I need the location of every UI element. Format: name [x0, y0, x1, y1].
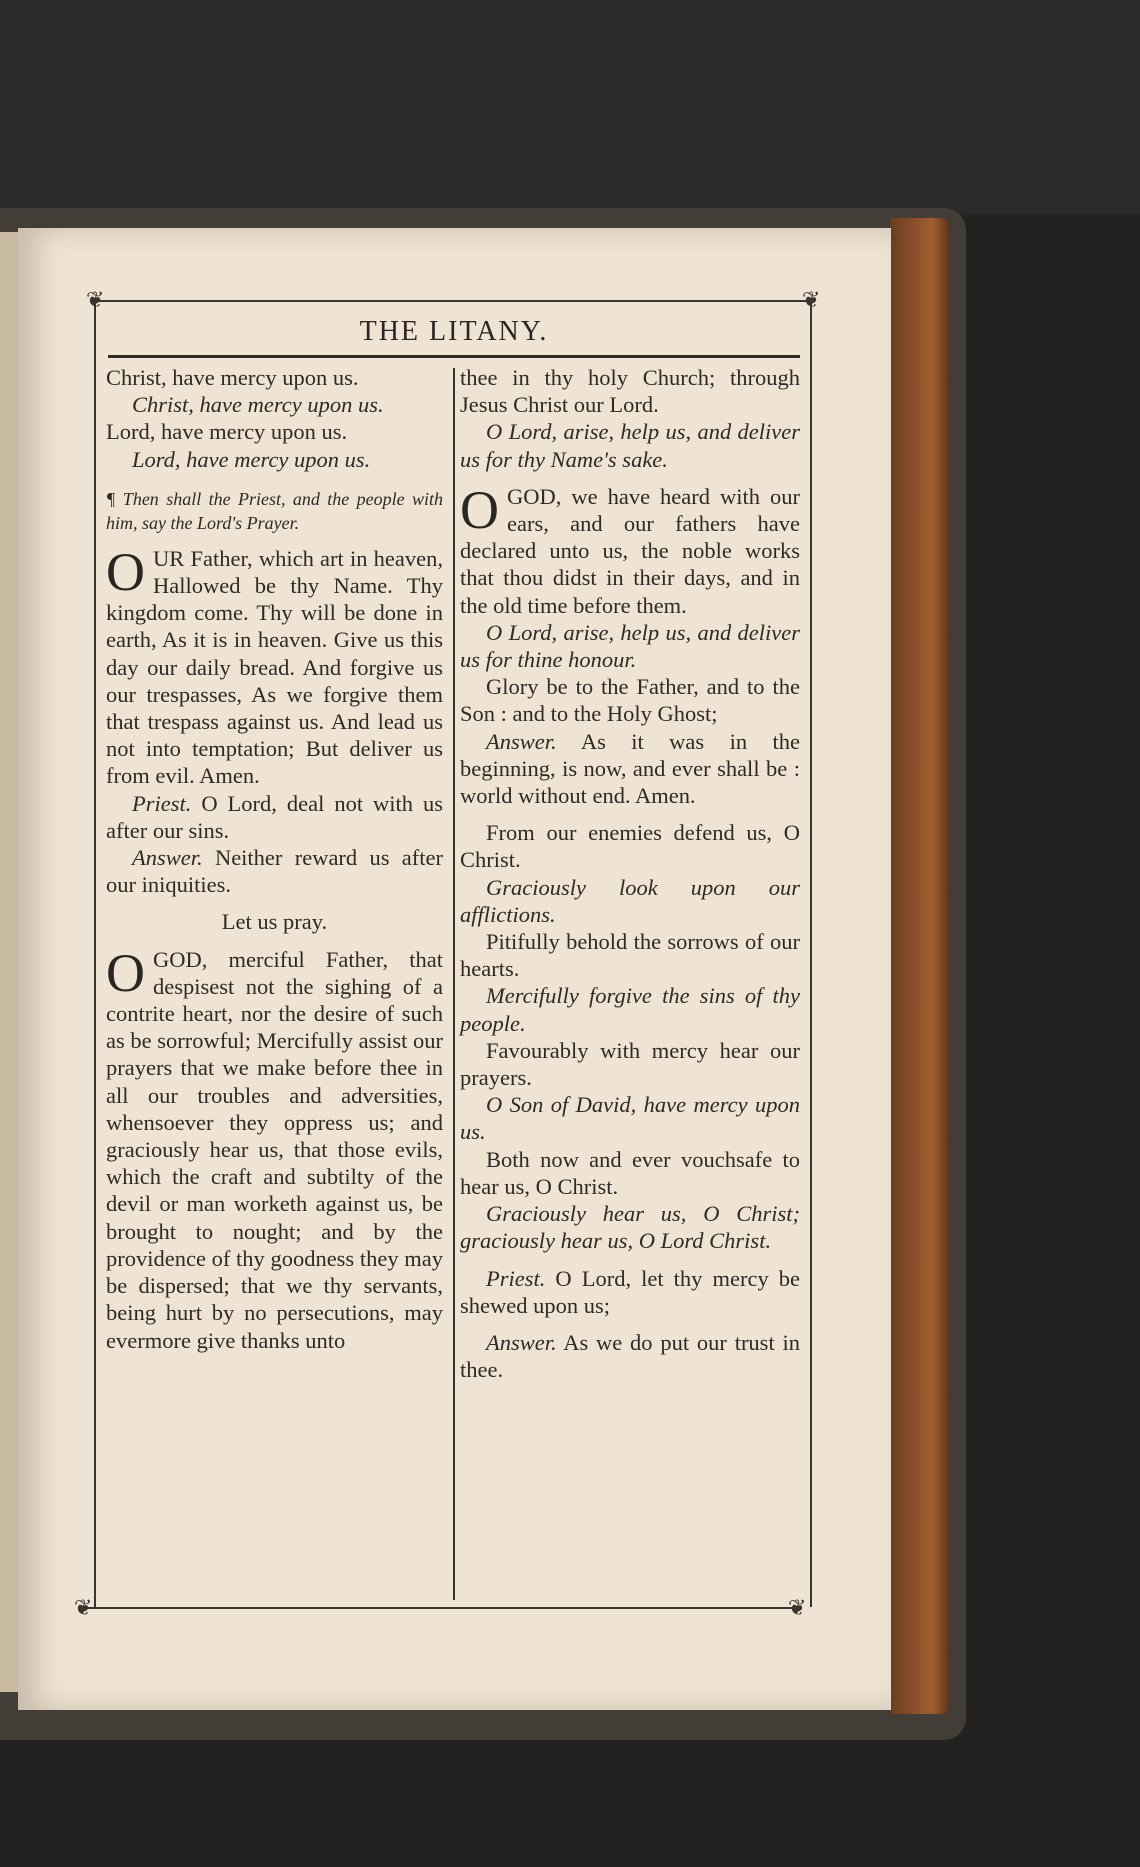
corner-ornament-icon: ❦: [86, 287, 105, 312]
speaker-label: Answer.: [486, 728, 557, 754]
paragraph: Mercifully forgive the sins of thy people.: [460, 983, 800, 1036]
paragraph: Graciously look upon our afflictions.: [460, 874, 800, 927]
frame-rule-right: [810, 300, 812, 1607]
corner-ornament-icon: ❦: [788, 1595, 807, 1620]
rubric: ¶ Then shall the Priest, and the people with him, say the Lord's Prayer.: [106, 488, 443, 533]
page-title: THE LITANY.: [359, 316, 549, 347]
speaker-label: Answer.: [132, 845, 203, 871]
paragraph: [106, 541, 443, 790]
paragraph: Pitifully behold the sorrows of our hearts.: [460, 929, 800, 982]
paragraph-text: UR Father, which art in heaven, Hallowed be thy Name. Thy kingdom come. Thy will be done in earth, As it is in heaven. Give us this day our daily bread. And forgive us our trespasses, As we forgive them that trespass against us. And lead us not into temptation; But deliver us from evil. Amen.: [106, 545, 443, 789]
paragraph: [106, 942, 443, 1354]
speaker-label: Answer.: [486, 1329, 557, 1355]
heading-let-us-pray: Let us pray.: [221, 909, 328, 935]
paragraph-text: O Lord, let thy mercy be shewed upon us;: [460, 1265, 800, 1318]
right-column: [460, 364, 800, 1383]
corner-ornament-icon: ❦: [802, 287, 821, 312]
paragraph: Christ, have mercy upon us.: [106, 365, 359, 390]
paragraph: O Lord, arise, help us, and deliver us for thy Name's sake.: [460, 419, 800, 472]
paragraph: [106, 790, 443, 844]
speaker-label: Priest.: [132, 790, 192, 816]
paragraph: Lord, have mercy upon us.: [132, 446, 371, 472]
paragraph: [460, 479, 800, 619]
frame-rule-top: [98, 300, 810, 302]
speaker-label: Priest.: [486, 1265, 546, 1291]
paragraph: Lord, have mercy upon us.: [106, 419, 348, 445]
paragraph: Both now and ever vouchsafe to hear us, O Christ.: [460, 1146, 800, 1199]
paragraph: Graciously hear us, O Christ; graciously hear us, O Lord Christ.: [460, 1201, 800, 1254]
paragraph-text: As it was in the beginning, is now, and ever shall be : world without end. Amen.: [460, 728, 800, 809]
paragraph: [460, 1329, 800, 1383]
frame-rule-left: [94, 300, 96, 1607]
frame-rule-bottom: [86, 1607, 796, 1609]
paragraph: thee in thy holy Church; through Jesus Christ our Lord.: [460, 365, 800, 418]
paragraph-text: GOD, we have heard with our ears, and our fathers have declared unto us, the noble works that thou didst in their days, and in the old time before them.: [460, 483, 800, 618]
paragraph: [460, 728, 800, 810]
paragraph: O Lord, arise, help us, and deliver us for thine honour.: [460, 619, 800, 673]
paragraph: [460, 1265, 800, 1319]
corner-ornament-icon: ❦: [74, 1595, 93, 1620]
paragraph: Glory be to the Father, and to the Son : and to the Holy Ghost;: [460, 674, 800, 727]
drop-cap: O: [106, 541, 145, 602]
left-column: [106, 364, 443, 1354]
page-edges: [890, 218, 950, 1714]
facing-page-edge: [0, 232, 20, 1692]
dark-backdrop: [0, 0, 1140, 215]
paragraph-text: O Lord, deal not with us after our sins.: [106, 790, 443, 843]
paragraph-text: GOD, merciful Father, that despisest not the sighing of a contrite heart, nor the desire of such as be sorrowful; Mercifully assist our prayers that we make before thee in all our troubles and adversities, whensoever they oppress us; and graciously hear us, that those evils, which the craft and subtilty of the devil or man worketh against us, be brought to nought; and by the providence of thy goodness they may be dispersed; that we thy servants, being hurt by no persecutions, may evermore give thanks unto: [106, 946, 443, 1353]
drop-cap: O: [106, 942, 145, 1003]
paragraph: From our enemies defend us, O Christ.: [460, 820, 800, 873]
drop-cap: O: [460, 479, 499, 540]
paragraph: Favourably with mercy hear our prayers.: [460, 1037, 800, 1091]
paragraph-text: Neither reward us after our iniquities.: [106, 845, 443, 898]
column-divider: [453, 368, 455, 1600]
paragraph-text: As we do put our trust in thee.: [460, 1329, 800, 1383]
title-rule: [108, 355, 800, 358]
paragraph: [106, 844, 443, 898]
paragraph: Christ, have mercy upon us.: [132, 392, 384, 418]
paragraph: O Son of David, have mercy upon us.: [460, 1092, 800, 1145]
